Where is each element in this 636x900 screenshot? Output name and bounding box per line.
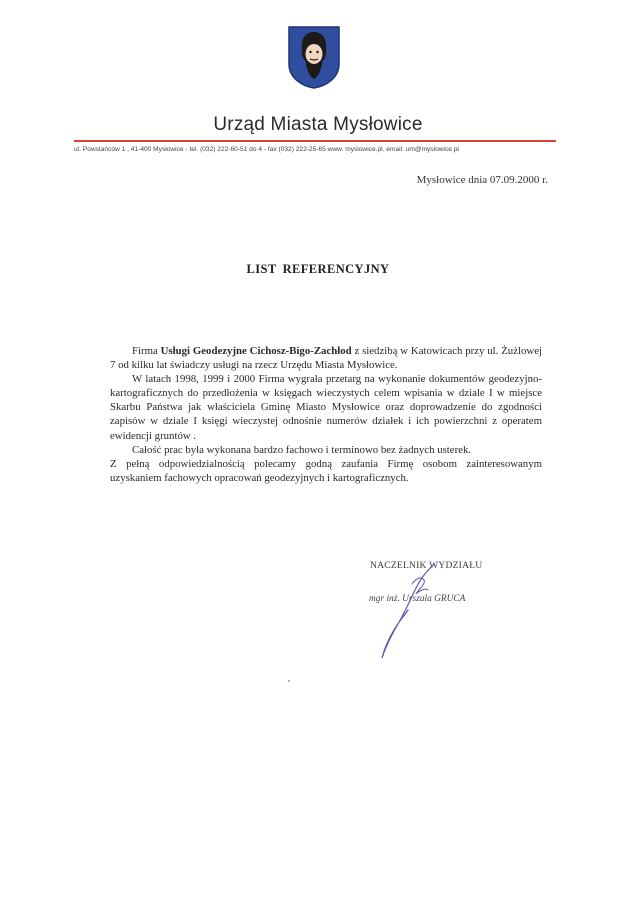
scan-speck xyxy=(288,680,290,682)
heading-word-1: LIST xyxy=(246,262,277,276)
paragraph-1 xyxy=(110,344,542,372)
signatory-name-prefix: mgr inż. xyxy=(369,594,403,604)
header-divider xyxy=(74,140,556,142)
letter-body xyxy=(110,344,542,485)
paragraph-3: Całość prac była wykonana bardzo fachowo i terminowo bez żadnych usterek. xyxy=(132,443,472,456)
contact-line: ul. Powstańców 1 , 41-400 Mysłowice - tel. (032) 222-60-51 do 4 - fax (032) 222-25-65 www. myslowice.pl. email: um@myslowice.pl xyxy=(74,146,459,153)
paragraph-1-lead: Firma xyxy=(132,345,161,357)
signatory-first-name: Urszula xyxy=(402,594,432,604)
city-crest-icon xyxy=(286,24,342,90)
handwritten-signature xyxy=(372,560,442,660)
signatory-last-name: GRUCA xyxy=(434,594,466,604)
paragraph-4: Z pełną odpowiedzialnością polecamy godną zaufania Firmę osobom zainteresowanym uzyskaniem fachowych opracowań geodezyjnych i kartograficznych. xyxy=(110,457,542,484)
firm-name: Usługi Geodezyjne Cichosz-Bigo-Zachłod xyxy=(160,345,352,357)
org-name: Urząd Miasta Mysłowice xyxy=(213,114,423,135)
letter-heading xyxy=(0,262,636,277)
paragraph-1-rest: z siedzibą w Katowicach przy ul. Żużlowej 7 od kilku lat świadczy usługi na rzecz Urzędu Miasta Mysłowice. xyxy=(110,345,542,372)
paragraph-2: W latach 1998, 1999 i 2000 Firma wygrała przetarg na wykonanie dokumentów geodezyjno-kartograficznych do przedłożenia w księgach wieczystych celem wpisania w dziale I w miejsce Skarbu Państwa jak właściciela Gminę Miasto Mysłowice oraz doprowadzenie do zgodności zapisów w dziale I księgi wieczystej odnośnie numerów działek i ich powierzchni z operatem ewidencji gruntów . xyxy=(110,373,542,442)
signatory-title: NACZELNIK WYDZIAŁU xyxy=(370,560,483,571)
letter-date: Mysłowice dnia 07.09.2000 r. xyxy=(416,174,548,186)
heading-word-2: REFERENCYJNY xyxy=(282,262,390,276)
